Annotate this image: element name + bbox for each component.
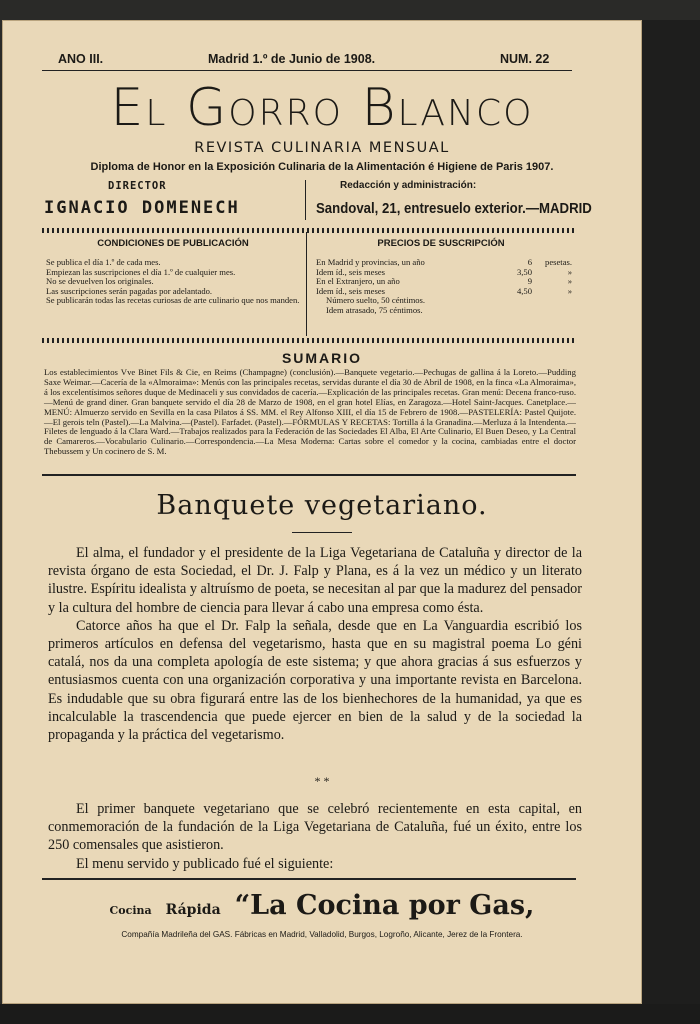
- conditions-line: Se publica el día 1.º de cada mes.: [46, 257, 161, 267]
- conditions-line: Se publicarán todas las recetas curiosas de arte culinario que nos manden.: [46, 295, 300, 306]
- price-label: En Madrid y provincias, un año: [316, 257, 425, 267]
- article-title: Banquete vegetariano.: [156, 490, 488, 521]
- ornamental-rule-top: [42, 228, 574, 233]
- price-amount: 3,50: [516, 266, 532, 277]
- address-label: Redacción y administración:: [340, 180, 477, 191]
- issue-date: Madrid 1.º de Junio de 1908.: [208, 52, 376, 66]
- article-body-part1: [48, 544, 582, 744]
- sumario-heading: SUMARIO: [281, 350, 363, 366]
- conditions-heading: CONDICIONES DE PUBLICACIÓN: [97, 238, 249, 249]
- conditions-divider: [306, 232, 307, 336]
- issue-number: NUM. 22: [500, 52, 550, 66]
- conditions-line: Empiezan las suscripciones el día 1.º de cualquier mes.: [46, 266, 236, 277]
- bottom-dark-strip: [0, 1004, 700, 1024]
- conditions-line: Las suscripciones serán pagadas por adelantado.: [46, 285, 213, 296]
- ornamental-rule-bottom: [42, 338, 574, 343]
- advert-rule: [42, 878, 576, 880]
- price-amount: 6: [527, 257, 532, 267]
- director-label: DIRECTOR: [108, 180, 167, 192]
- price-label: Idem íd., seis meses: [316, 285, 385, 296]
- header-rule: [42, 70, 572, 71]
- conditions-list: [46, 258, 302, 306]
- price-unit: »: [567, 266, 572, 277]
- newspaper-page: [2, 20, 642, 1004]
- diploma-line: Diploma de Honor en la Exposición Culinaria de la Alimentación é Higiene de Paris 1907.: [90, 161, 554, 173]
- conditions-line: No se devuelven los originales.: [46, 276, 154, 287]
- price-back-issue: Idem atrasado, 75 céntimos.: [326, 304, 423, 315]
- advert-main-text: “La Cocina por Gas,: [234, 890, 535, 921]
- advert-headline: [2, 890, 642, 921]
- director-name: IGNACIO DOMENECH: [44, 198, 240, 218]
- price-single-issue: Número suelto, 50 céntimos.: [326, 295, 426, 306]
- year-label: ANO III.: [58, 52, 104, 66]
- advert-word-cocina: Cocina: [109, 904, 152, 917]
- advert-company-line: Compañía Madrileña del GAS. Fábricas en Madrid, Valladolid, Burgos, Logroño, Alicante, Jerez de la Frontera.: [121, 930, 523, 939]
- article-body-part2: [48, 800, 582, 873]
- price-unit: pesetas.: [545, 257, 572, 267]
- price-unit: »: [567, 285, 572, 296]
- article-paragraph: El primer banquete vegetariano que se celebró recientemente en esta capital, en conmemoración de la fundación de la Liga Vegetariana de Cataluña, fué un éxito, entre los 250 comensales que asistieron.: [48, 801, 582, 854]
- advert-word-rapida: Rápida: [165, 902, 221, 918]
- sumario-rule: [42, 474, 576, 476]
- prices-table: [316, 258, 572, 316]
- price-unit: »: [567, 276, 572, 287]
- price-label: En el Extranjero, un año: [316, 276, 400, 287]
- page-edge-shadow: [642, 20, 700, 1024]
- price-amount: 4,50: [516, 285, 532, 296]
- price-amount: 9: [527, 276, 532, 287]
- article-paragraph: El alma, el fundador y el presidente de la Liga Vegetariana de Cataluña y director de la revista órgano de esta Sociedad, el Dr. J. Falp y Plana, es á la vez un médico y un literato ilustre. Espíritu idealista y altruísmo de poeta, se necesitan al par que la madurez del pensador y la cultura del hombre de ciencia para llevar á cabo una empresa como ésta.: [48, 545, 582, 616]
- article-paragraph: El menu servido y publicado fué el siguiente:: [76, 855, 334, 872]
- title-underline: [292, 532, 352, 533]
- newspaper-subtitle: REVISTA CULINARIA MENSUAL: [194, 140, 450, 156]
- price-label: Idem íd., seis meses: [316, 266, 385, 277]
- prices-heading: PRECIOS DE SUSCRIPCIÓN: [377, 238, 505, 249]
- masthead-divider: [305, 180, 306, 220]
- sumario-text: Los establecimientos Vve Binet Fils & Cie, en Reims (Champagne) (conclusión).—Banquete vegetario.—Pechugas de gallina á la Loreto.—Pudding Saxe Weimar.—Cacería de la «Almoraima»: Menús con las principales recetas, servidas durante el día 30 de Abril de 1908, en la finca «La Almoraima», á los excelentísimos señores duque de Medinaceli y sus convidados de cacería.—Explicación de las principales recetas. Gran menú: Decena franco-ruso.—Menú de grand diner. Gran banquete servido el día 28 de Marzo de 1908, en el gran hotel Elías, en Zaragoza.—Hotel Saint-Jacques. Canetplace.—MENÚ: Almuerzo servido en Sevilla en la casa Pilatos á SS. MM. el Rey Alfonso XIII, el día 15 de Febrero de 1908.—PASTELERÍA: Pastel Quijote.—El gerois teln (Pastel).—La Malvina.—(Pastel). Farfadet. (Pastel).—FÓRMULAS Y RECETAS: Tortilla á la Granadina.—Merluza á la Intendenta.—Filetes de lenguado á la Clara Ward.—Trabajos realizados para la Federación de las Sociedades El Alba, El Arte Culinario, El Buen Deseo, y La Central de Camareros.—Vocabulario Culinario.—Correspondencia.—La Mesa Moderna: Cartas sobre el comedor y la cocina, cambiadas entre el doctor Thebussem y Un cocinero de S. M.: [44, 367, 576, 457]
- section-separator: * *: [314, 774, 330, 788]
- newspaper-title: El Gorro Blanco: [110, 78, 534, 138]
- address-line: Sandoval, 21, entresuelo exterior.—MADRID: [316, 200, 592, 217]
- price-row: [316, 287, 572, 297]
- article-paragraph: Catorce años ha que el Dr. Falp la señala, desde que en La Vanguardia escribió los primeros artículos en defensa del vegetarismo, hasta que en su magistral poema Lo géni catalá, nos da una completa apología de este sistema; y que ahora gracias á sus esfuerzos y entusiasmos cuenta con una organización corporativa y una importante revista en Barcelona. Es indudable que su obra figurará entre las de los bienhechores de la humanidad, ya que es incalculable la trascendencia que puede ejercer en bien de la salud y de la sociedad la propaganda y la práctica del vegetarismo.: [48, 617, 582, 744]
